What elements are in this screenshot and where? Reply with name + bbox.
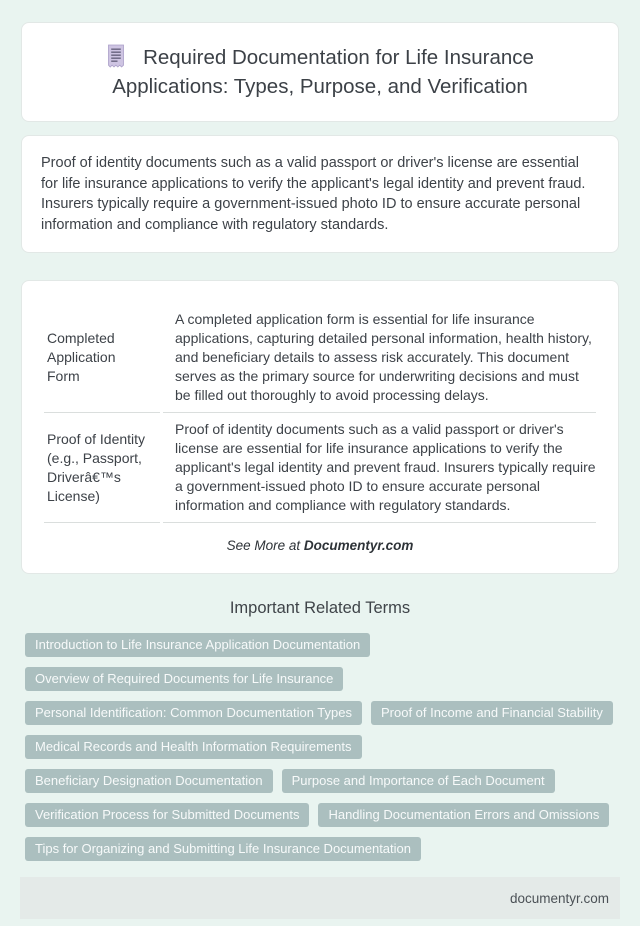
brand-link[interactable]: Documentyr.com: [303, 538, 414, 553]
documents-table: [41, 303, 599, 523]
footer-bar: [20, 877, 620, 919]
related-term-tag[interactable]: Medical Records and Health Information Requirements: [25, 735, 362, 759]
related-terms-heading: Important Related Terms: [229, 599, 411, 617]
related-term-tag[interactable]: Proof of Income and Financial Stability: [371, 701, 613, 725]
related-term-tag[interactable]: Purpose and Importance of Each Document: [282, 769, 555, 793]
related-term-tag[interactable]: Overview of Required Documents for Life Insurance: [25, 667, 343, 691]
intro-paragraph: Proof of identity documents such as a valid passport or driver's license are essential for life insurance applications to verify the applicant's legal identity and prevent fraud. Insurers typically require a government-issued photo ID to ensure accurate personal information and compliance with regulatory standards.: [41, 155, 586, 233]
intro-card: [21, 135, 619, 253]
related-term-tag[interactable]: Tips for Organizing and Submitting Life Insurance Documentation: [25, 837, 421, 861]
table-row: [44, 303, 596, 413]
related-term-tag[interactable]: Personal Identification: Common Documentation Types: [25, 701, 362, 725]
related-term-tag[interactable]: Introduction to Life Insurance Application Documentation: [25, 633, 370, 657]
related-term-tag[interactable]: Beneficiary Designation Documentation: [25, 769, 273, 793]
footer-site-link[interactable]: documentyr.com: [509, 890, 609, 906]
related-term-tag[interactable]: Verification Process for Submitted Documents: [25, 803, 309, 827]
title-card: [21, 22, 619, 122]
term-cell: Proof of Identity (e.g., Passport, Driverâ€™s License): [44, 413, 160, 523]
description-cell: A completed application form is essential for life insurance applications, capturing detailed personal information, health history, and beneficiary details to assess risk accurately. This document serves as the primary source for underwriting decisions and must be filled out thoroughly to avoid processing delays.: [163, 303, 596, 413]
related-terms-tag-list: [21, 633, 619, 861]
related-term-tag[interactable]: Handling Documentation Errors and Omissions: [318, 803, 609, 827]
receipt-icon: [106, 44, 126, 69]
see-more-line: [41, 538, 599, 553]
documents-card: [21, 280, 619, 574]
term-cell: Completed Application Form: [44, 303, 160, 413]
page-title-text: Required Documentation for Life Insurance Applications: Types, Purpose, and Verification: [112, 46, 534, 98]
table-row: [44, 413, 596, 523]
description-cell: Proof of identity documents such as a valid passport or driver's license are essential for life insurance applications to verify the applicant's legal identity and prevent fraud. Insurers typically require a government-issued photo ID to ensure accurate personal information and compliance with regulatory standards.: [163, 413, 596, 523]
page-title: [48, 43, 592, 101]
see-more-prefix: See More at: [226, 538, 304, 553]
